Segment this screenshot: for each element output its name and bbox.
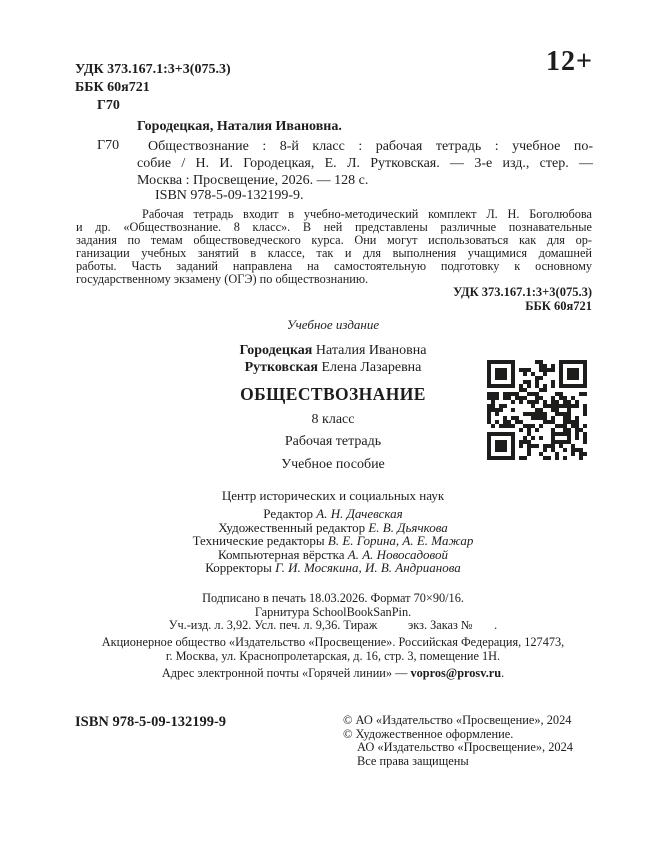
imprint-line: Уч.-изд. л. 3,92. Усл. печ. л. 9,36. Тираж экз. Заказ № . xyxy=(168,618,498,633)
classification-codes xyxy=(75,61,231,115)
grade-label: 8 класс xyxy=(311,412,355,427)
publisher-line: г. Москва, ул. Краснопролетарская, д. 16, стр. 3, помещение 1Н. xyxy=(165,648,501,663)
publication-type: Учебное пособие xyxy=(281,457,385,472)
author-name: Наталия Ивановна xyxy=(315,343,427,358)
bibliographic-entry xyxy=(137,138,593,189)
footer-isbn: ISBN 978-5-09-132199-9 xyxy=(75,714,227,730)
email-address: vopros@prosv.ru xyxy=(410,666,502,680)
author-line xyxy=(75,343,591,360)
staff-roles xyxy=(75,507,591,575)
copyright-block xyxy=(343,714,573,768)
copyright-line: © Художественное оформление. xyxy=(343,726,514,741)
biblio-line: Обществознание : 8-й класс : рабочая тетрадь : учебное по- xyxy=(148,139,593,154)
staff-line xyxy=(75,534,591,548)
publishing-center: Центр исторических и социальных наук xyxy=(221,488,445,503)
publisher-address xyxy=(75,636,591,664)
staff-names: В. Е. Горина, А. Е. Мажар xyxy=(327,533,474,548)
staff-role: Художественный редактор xyxy=(218,519,366,535)
staff-names: Г. И. Мосякина, И. В. Андрианова xyxy=(275,560,461,575)
annotation-line: ганизации учебных занятий в классе, так и для выполнения учащимися домашней xyxy=(76,246,592,260)
staff-role: Корректоры xyxy=(205,560,272,575)
staff-role: Технические редакторы xyxy=(192,533,325,548)
staff-line xyxy=(75,548,591,562)
author-name: Елена Лазаревна xyxy=(321,359,422,375)
staff-line xyxy=(75,521,591,535)
annotation-line: Рабочая тетрадь входит в учебно-методический комплект Л. Н. Боголюбова xyxy=(142,207,592,221)
imprint-line: Гарнитура SchoolBookSanPin. xyxy=(254,604,412,619)
copyright-line: АО «Издательство «Просвещение», 2024 xyxy=(357,740,573,754)
staff-role: Компьютерная вёрстка xyxy=(217,546,345,562)
edition-kind-label: Учебное издание xyxy=(286,317,380,332)
author-heading: Городецкая, Наталия Ивановна. xyxy=(137,119,342,134)
email-label: Адрес электронной почты «Горячей линии» — xyxy=(161,666,408,680)
staff-names: А. Н. Дачевская xyxy=(316,506,403,521)
annotation-line: задания по темам обществоведческого курса. Они могут использоваться как для ор- xyxy=(76,233,592,247)
isbn-entry: ISBN 978-5-09-132199-9. xyxy=(155,188,304,203)
bbk-code: ББК 60я721 xyxy=(525,298,592,313)
staff-line xyxy=(75,561,591,575)
qr-code-icon xyxy=(487,360,587,460)
udk-code: УДК 373.167.1:3+3(075.3) xyxy=(75,62,231,77)
book-title: ОБЩЕСТВОЗНАНИЕ xyxy=(240,384,426,404)
copyright-line: © АО «Издательство «Просвещение», 2024 xyxy=(343,713,572,727)
staff-line xyxy=(75,507,591,521)
annotation-paragraph xyxy=(76,208,592,286)
biblio-line: Москва : Просвещение, 2026. — 128 с. xyxy=(137,173,369,188)
imprint-line: Подписано в печать 18.03.2026. Формат 70×90/16. xyxy=(202,591,464,605)
staff-names: А. А. Новосадовой xyxy=(347,546,449,562)
book-code: Г70 xyxy=(97,98,120,113)
annotation-line: работы. Часть заданий направлена на самостоятельную подготовку к основному xyxy=(76,259,592,273)
biblio-line: собие / Н. И. Городецкая, Е. Л. Рутковская. — 3-е изд., стер. — xyxy=(137,156,593,171)
email-period: . xyxy=(501,666,505,680)
publisher-line: Акционерное общество «Издательство «Просвещение». Российская Федерация, 127473, xyxy=(101,635,565,649)
author-surname: Городецкая xyxy=(239,343,313,358)
annotation-line: государственному экзамену (ОГЭ) по обществознанию. xyxy=(76,272,369,286)
annotation-classification-codes xyxy=(76,286,592,313)
author-surname: Рутковская xyxy=(244,359,318,375)
hotline-email-line xyxy=(75,666,591,681)
biblio-hanging-code: Г70 xyxy=(97,138,120,153)
copyright-line: Все права защищены xyxy=(357,753,469,768)
bbk-code: ББК 60я721 xyxy=(75,80,150,95)
udk-code: УДК 373.167.1:3+3(075.3) xyxy=(453,285,592,299)
age-rating-badge: 12+ xyxy=(546,46,593,77)
staff-role: Редактор xyxy=(263,506,313,521)
annotation-line: и др. «Обществознание. 8 класс». В ней представлены различные познавательные xyxy=(76,220,592,234)
book-subtitle: Рабочая тетрадь xyxy=(284,434,382,449)
print-imprint xyxy=(75,592,591,633)
staff-names: Е. В. Дьячкова xyxy=(368,519,448,535)
